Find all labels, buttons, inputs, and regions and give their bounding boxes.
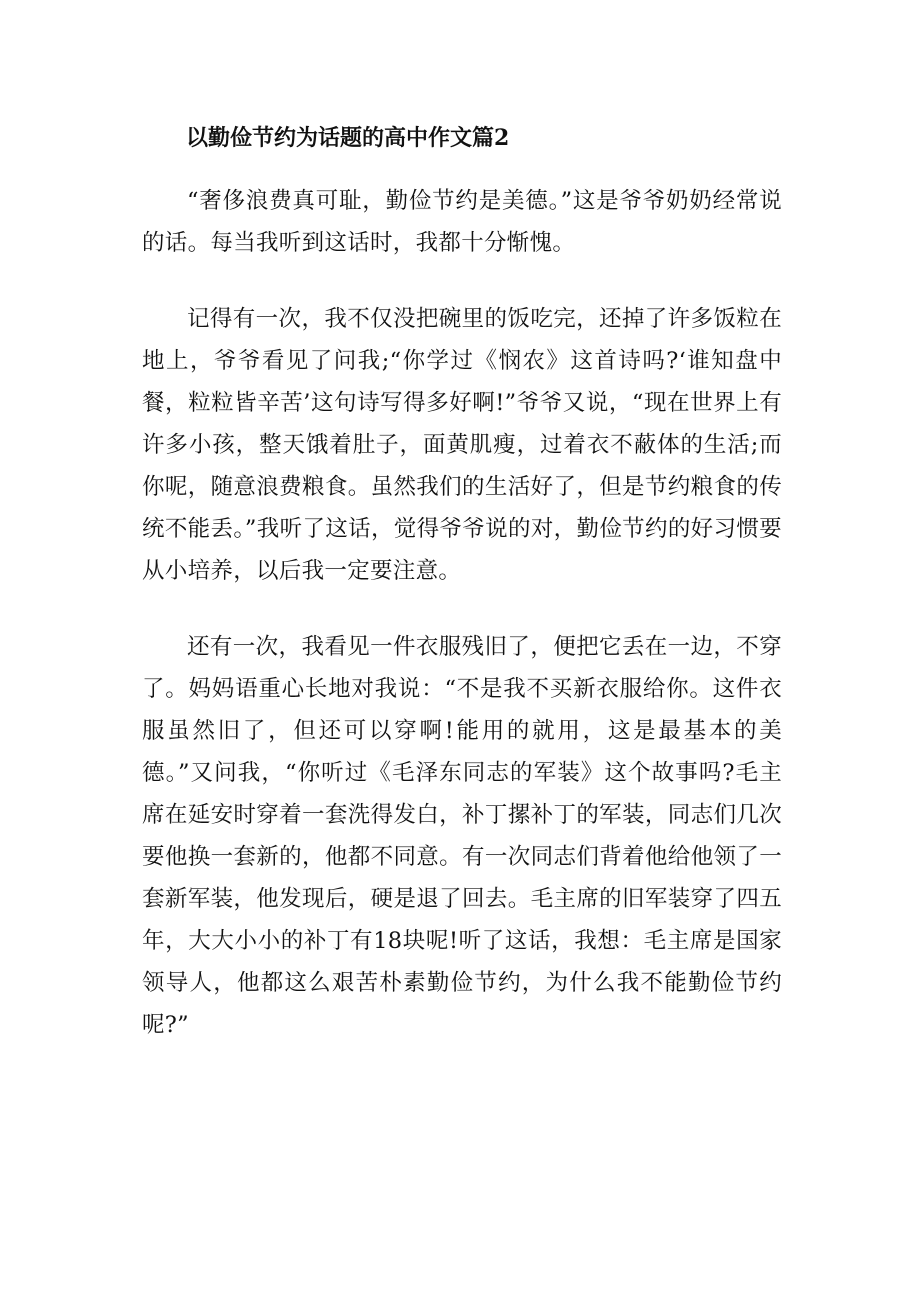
paragraph-3: 还有一次，我看见一件衣服残旧了，便把它丢在一边，不穿了。妈妈语重心长地对我说：“不是我不买新衣服给你。这件衣服虽然旧了，但还可以穿啊!能用的就用，这是最基本的美德。”又问我，“你听过《毛泽东同志的军装》这个故事吗?毛主席在延安时穿着一套洗得发白，补丁摞补丁的军装，同志们几次要他换一套新的，他都不同意。有一次同志们背着他给他领了一套新军装，他发现后，硬是退了回去。毛主席的旧军装穿了四五年，大大小小的补丁有18块呢!听了这话，我想：毛主席是国家领导人，他都这么艰苦朴素勤俭节约，为什么我不能勤俭节约呢?”	[142, 634, 782, 1038]
paragraph-1: “奢侈浪费真可耻，勤俭节约是美德。”这是爷爷奶奶经常说的话。每当我听到这话时，我都十分惭愧。	[142, 188, 782, 256]
document-title: 以勤俭节约为话题的高中作文篇2	[186, 125, 510, 151]
paragraph-2: 记得有一次，我不仅没把碗里的饭吃完，还掉了许多饭粒在地上，爷爷看见了问我;“你学过《悯农》这首诗吗?‘谁知盘中餐，粒粒皆辛苦’这句诗写得多好啊!”爷爷又说，“现在世界上有许多小孩，整天饿着肚子，面黄肌瘦，过着衣不蔽体的生活;而你呢，随意浪费粮食。虽然我们的生活好了，但是节约粮食的传统不能丢。”我听了这话，觉得爷爷说的对，勤俭节约的好习惯要从小培养，以后我一定要注意。	[142, 306, 782, 584]
document-body	[142, 180, 782, 1080]
